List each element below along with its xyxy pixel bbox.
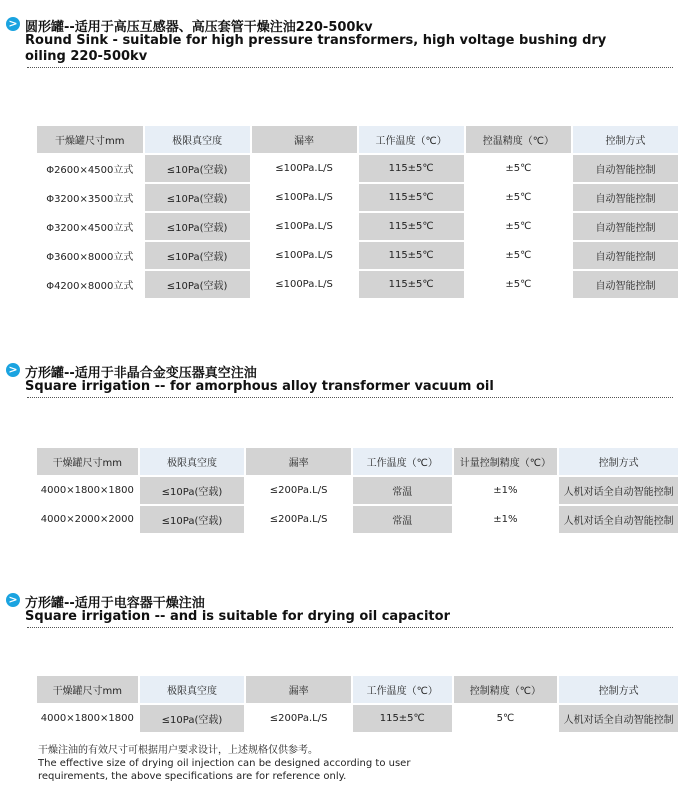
cell: Φ4200×8000立式: [37, 271, 143, 298]
cell: 人机对话全自动智能控制: [559, 506, 678, 533]
cell: 常温: [353, 506, 452, 533]
cell: Φ3200×4500立式: [37, 213, 143, 240]
section-round-sink: [0, 16, 683, 292]
table-header-row: [37, 448, 678, 475]
cell: ≤10Pa(空载): [140, 705, 245, 732]
cell: ±5℃: [466, 213, 571, 240]
spec-table: [35, 124, 680, 300]
chevron-right-circle-icon: >: [6, 17, 20, 31]
cell: ≤200Pa.L/S: [246, 705, 351, 732]
footnote: [38, 744, 418, 783]
cell: 常温: [353, 477, 452, 504]
cell: ±5℃: [466, 155, 571, 182]
section-header: [0, 16, 683, 80]
header-leak-rate: 漏率: [246, 448, 351, 475]
table-row: [37, 184, 678, 211]
dotted-divider: [27, 627, 673, 628]
table-header-row: [37, 676, 678, 703]
cell: 自动智能控制: [573, 184, 678, 211]
cell: ≤10Pa(空载): [140, 506, 245, 533]
table-header-row: [37, 126, 678, 153]
cell: 人机对话全自动智能控制: [559, 477, 678, 504]
table-row: [37, 506, 678, 533]
cell: 115±5℃: [359, 155, 464, 182]
cell: Φ3600×8000立式: [37, 242, 143, 269]
table-row: [37, 477, 678, 504]
table-row: [37, 271, 678, 298]
section-header: [0, 362, 683, 426]
header-control: 控制方式: [559, 676, 678, 703]
cell: ≤100Pa.L/S: [252, 155, 357, 182]
cell: 115±5℃: [359, 271, 464, 298]
cell: ±5℃: [466, 242, 571, 269]
cell: ≤10Pa(空载): [145, 155, 250, 182]
cell: ±1%: [454, 506, 558, 533]
cell: 5℃: [454, 705, 558, 732]
cell: ≤10Pa(空载): [145, 242, 250, 269]
dotted-divider: [27, 67, 673, 68]
cell: 自动智能控制: [573, 155, 678, 182]
dotted-divider: [27, 397, 673, 398]
table-row: [37, 242, 678, 269]
table-row: [37, 213, 678, 240]
cell: ≤200Pa.L/S: [246, 506, 351, 533]
cell: 115±5℃: [353, 705, 452, 732]
header-size: 干燥罐尺寸mm: [37, 448, 138, 475]
cell: ≤10Pa(空载): [145, 213, 250, 240]
table-row: [37, 705, 678, 732]
cell: 4000×1800×1800: [37, 705, 138, 732]
section-title-cn: 方形罐--适用于非晶合金变压器真空注油: [25, 366, 257, 381]
cell: ±1%: [454, 477, 558, 504]
cell: 人机对话全自动智能控制: [559, 705, 678, 732]
header-precision: 计量控制精度（℃）: [454, 448, 558, 475]
cell: 115±5℃: [359, 184, 464, 211]
cell: ≤10Pa(空载): [145, 271, 250, 298]
cell: ≤10Pa(空载): [145, 184, 250, 211]
header-temperature: 工作温度（℃）: [359, 126, 464, 153]
table-row: [37, 155, 678, 182]
section-title-cn: 方形罐--适用于电容器干燥注油: [25, 596, 205, 611]
section-title-cn: 圆形罐--适用于高压互感器、高压套管干燥注油220-500kv: [25, 20, 373, 35]
header-size: 干燥罐尺寸mm: [37, 126, 143, 153]
chevron-right-circle-icon: >: [6, 363, 20, 377]
header-vacuum: 极限真空度: [140, 448, 245, 475]
spec-table: [35, 446, 680, 535]
section-title-en: Round Sink - suitable for high pressure transformers, high voltage bushing dry oiling 220-500kv: [25, 33, 607, 64]
header-precision: 控温精度（℃）: [466, 126, 571, 153]
cell: Φ2600×4500立式: [37, 155, 143, 182]
header-precision: 控制精度（℃）: [454, 676, 558, 703]
footnote-cn: 干燥注油的有效尺寸可根据用户要求设计，上述规格仅供参考。: [38, 745, 318, 756]
header-temperature: 工作温度（℃）: [353, 676, 452, 703]
header-vacuum: 极限真空度: [140, 676, 245, 703]
cell: 4000×2000×2000: [37, 506, 138, 533]
cell: ≤100Pa.L/S: [252, 213, 357, 240]
cell: 115±5℃: [359, 242, 464, 269]
cell: ≤100Pa.L/S: [252, 242, 357, 269]
section-title-en: Square irrigation -- and is suitable for drying oil capacitor: [25, 609, 450, 624]
cell: 4000×1800×1800: [37, 477, 138, 504]
chevron-right-circle-icon: >: [6, 593, 20, 607]
cell: 115±5℃: [359, 213, 464, 240]
section-header: [0, 592, 683, 656]
cell: ≤100Pa.L/S: [252, 184, 357, 211]
header-leak-rate: 漏率: [252, 126, 357, 153]
section-title-en: Square irrigation -- for amorphous alloy transformer vacuum oil: [25, 379, 494, 394]
cell: ≤10Pa(空载): [140, 477, 245, 504]
section-amorphous-alloy: [0, 362, 683, 527]
footnote-en: The effective size of drying oil injection can be designed according to user requirements, the above specifications are for reference only.: [38, 758, 411, 782]
header-control: 控制方式: [573, 126, 678, 153]
header-leak-rate: 漏率: [246, 676, 351, 703]
header-size: 干燥罐尺寸mm: [37, 676, 138, 703]
cell: 自动智能控制: [573, 213, 678, 240]
header-temperature: 工作温度（℃）: [353, 448, 452, 475]
spec-table: [35, 674, 680, 734]
cell: ≤100Pa.L/S: [252, 271, 357, 298]
cell: 自动智能控制: [573, 271, 678, 298]
cell: ±5℃: [466, 271, 571, 298]
header-control: 控制方式: [559, 448, 678, 475]
cell: ≤200Pa.L/S: [246, 477, 351, 504]
cell: 自动智能控制: [573, 242, 678, 269]
header-vacuum: 极限真空度: [145, 126, 250, 153]
cell: ±5℃: [466, 184, 571, 211]
section-capacitor: [0, 592, 683, 726]
cell: Φ3200×3500立式: [37, 184, 143, 211]
